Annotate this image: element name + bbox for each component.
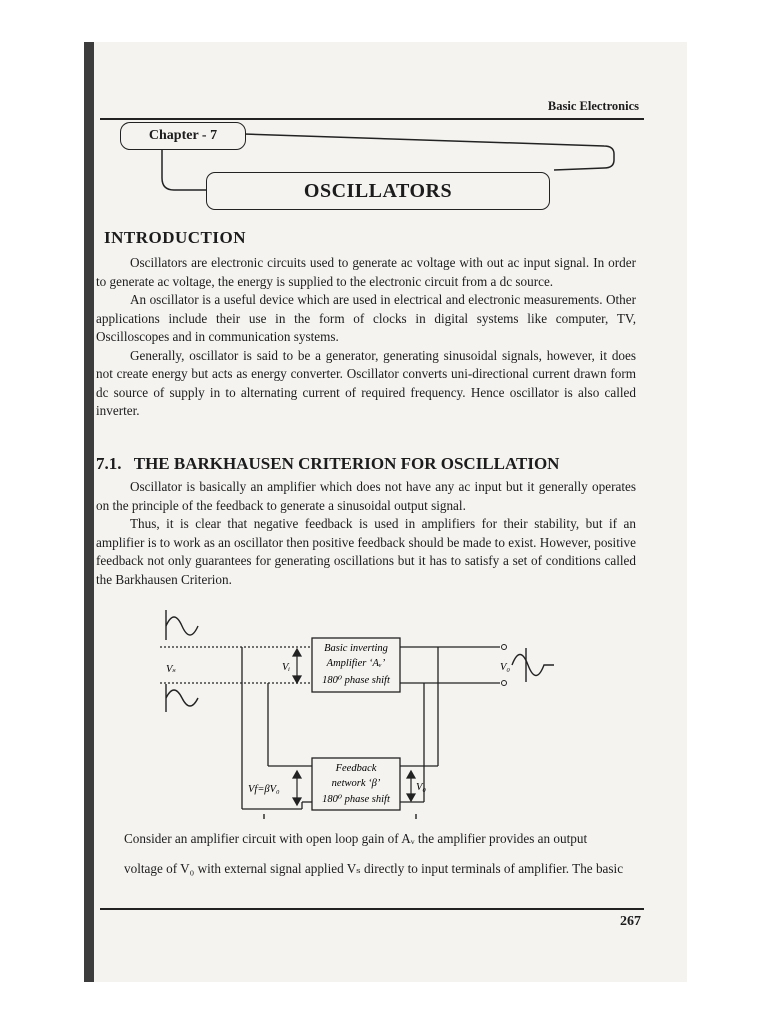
book-page [84, 42, 687, 982]
closing-line-2: voltage of V₀ with external signal applied Vₛ directly to input terminals of amplifier. The basic [124, 861, 624, 876]
vf-arrow [293, 771, 301, 805]
amp-line-1: Basic inverting [324, 643, 388, 654]
amp-line-2: Amplifier ‘Aᵥ’ [326, 658, 386, 669]
section-title: THE BARKHAUSEN CRITERION FOR OSCILLATION [133, 454, 560, 473]
input-sine-bottom [166, 684, 198, 712]
vf-label: Vf=βV₀ [248, 784, 280, 795]
section-paragraph-2: Thus, it is clear that negative feedback is used in amplifiers for their stability, but if an amplifier is to work as an oscillator then positive feedback should be made to exist. However, positive feedback not only guarantees for generating oscillations but it has to satisfy a set of conditions called the Barkhausen Criterion. [96, 516, 636, 587]
intro-paragraph-3: Generally, oscillator is said to be a generator, generating sinusoidal signals, however, it does not create energy but acts as energy converter. Oscillator converts uni-directional current drawn form dc source of supply in to alternating current of required frequency. Hence oscillator is also called inverter. [96, 347, 636, 418]
fb-line-3: 180⁰ phase shift [322, 794, 390, 805]
section-paragraph-1: Oscillator is basically an amplifier which does not have any ac input but it generally operates on the principle of the feedback to generate a sinusoidal output signal. [96, 479, 636, 513]
output-terminal-bottom [502, 681, 507, 686]
intro-paragraph-1: Oscillators are electronic circuits used to generate ac voltage with out ac input signal. In order to generate ac voltage, the energy is supplied to the electronic circuit from a dc source. [96, 255, 636, 289]
page-number: 267 [620, 914, 641, 929]
section-heading [96, 454, 559, 474]
barkhausen-diagram [154, 604, 574, 819]
input-sine-top [166, 610, 198, 640]
vo-feedback-label: V₀ [416, 782, 427, 793]
output-terminal-top [502, 645, 507, 650]
output-sine-bottom-right [402, 814, 440, 819]
footer-rule [100, 908, 644, 910]
vi-label: Vᵢ [282, 662, 291, 673]
vo-feedback-arrow [407, 771, 415, 801]
fb-line-2: network ‘β’ [331, 778, 381, 789]
chapter-title: OSCILLATORS [206, 172, 550, 210]
vs-label: Vₛ [166, 664, 176, 675]
closing-text [124, 824, 639, 884]
section-text [96, 478, 636, 589]
vi-arrow [293, 649, 301, 683]
output-sine [512, 648, 554, 682]
running-header: Basic Electronics [547, 99, 639, 113]
closing-line-1: Consider an amplifier circuit with open loop gain of Aᵥ the amplifier provides an output [124, 831, 588, 846]
fb-line-1: Feedback [335, 763, 377, 774]
intro-text [96, 254, 636, 421]
chapter-label: Chapter - 7 [120, 122, 246, 150]
intro-heading: INTRODUCTION [104, 228, 247, 247]
amp-line-3: 180⁰ phase shift [322, 675, 390, 686]
intro-paragraph-2: An oscillator is a useful device which are used in electrical and electronic measurements. Other applications include their use in the form of clocks in digital systems like computer, TV, Oscilloscopes and in communication systems. [96, 292, 636, 344]
section-number: 7.1. [96, 454, 122, 473]
feedback-sine-bottom-left [264, 814, 302, 819]
vo-label: V₀ [500, 662, 511, 673]
